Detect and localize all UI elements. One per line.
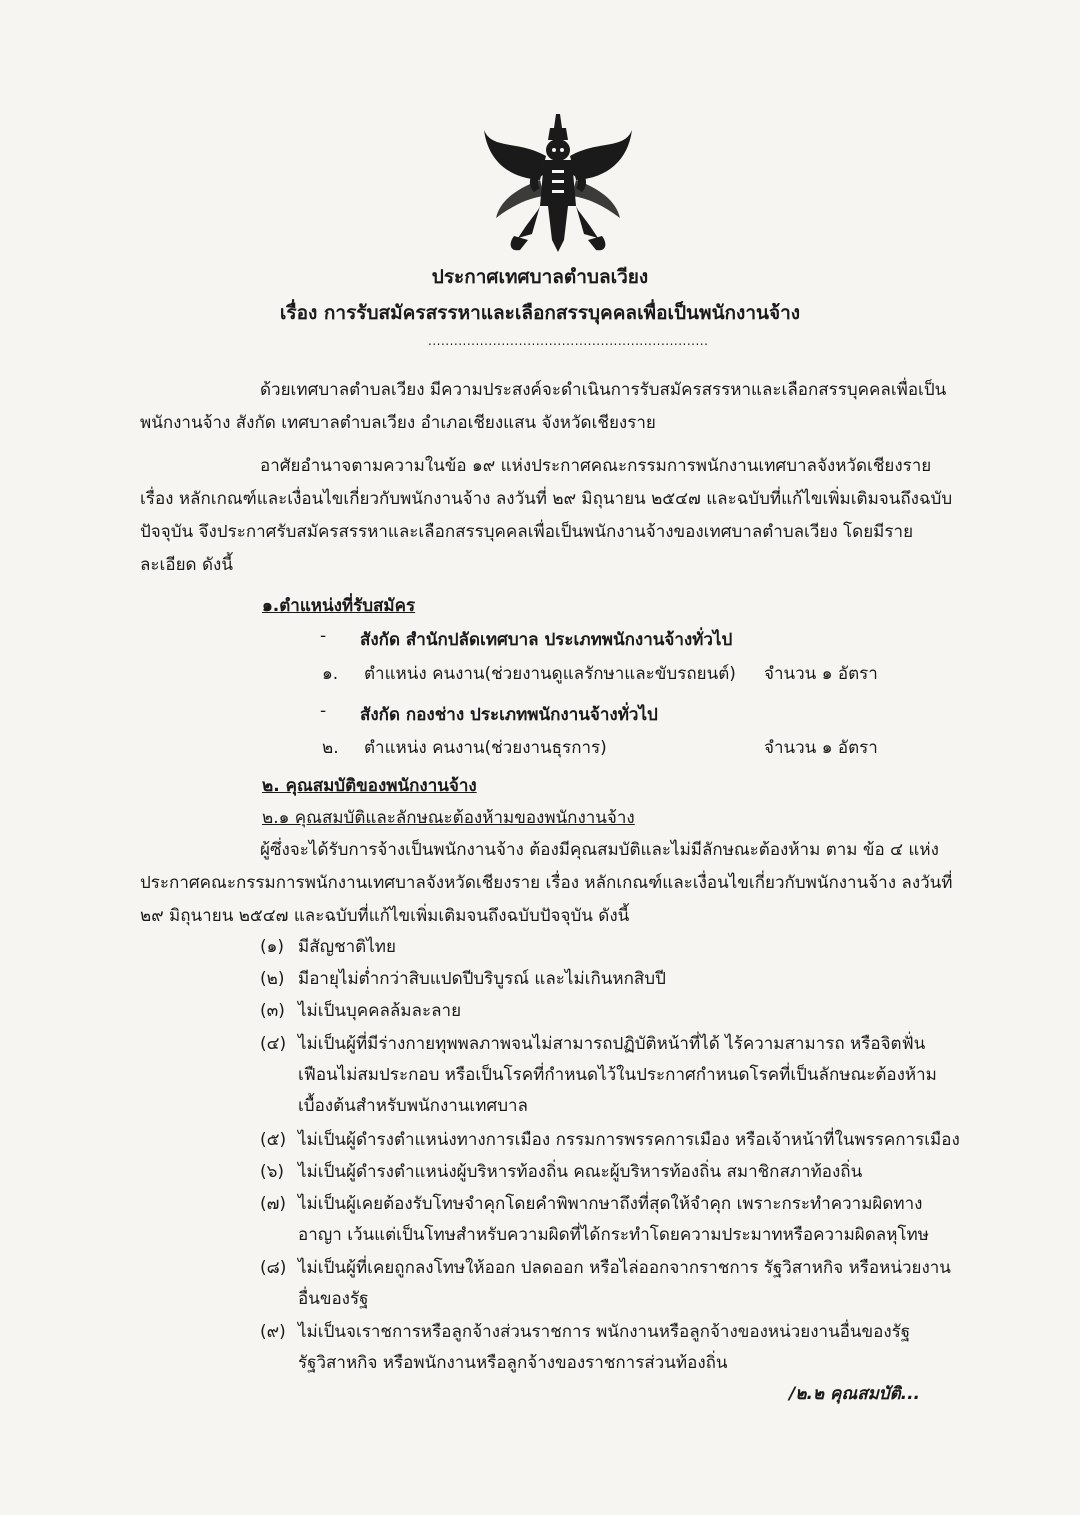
intro-paragraph-2: อาศัยอำนาจตามความในข้อ ๑๙ แห่งประกาศคณะกรรมการพนักงานเทศบาลจังหวัดเชียงราย เรื่อง หลักเกณฑ์และเงื่อนไขเกี่ยวกับพนักงานจ้าง ลงวันที่ ๒๙ มิถุนายน ๒๕๔๗ และฉบับที่แก้ไขเพิ่มเติมจนถึงฉบับปัจจุบัน จึงประกาศรับสมัครสรรหาและเลือกสรรบุคคลเพื่อเป็นพนักงานจ้างของเทศบาลตำบลเวียง โดยมีรายละเอียด ดังนี้ xyxy=(140,456,953,575)
qualification-item xyxy=(260,932,960,963)
group-2-dash: - xyxy=(320,701,327,721)
qualification-item xyxy=(260,1029,960,1122)
qualification-item xyxy=(260,1125,960,1156)
qualification-text: มีอายุไม่ต่ำกว่าสิบแปดปีบริบูรณ์ และไม่เกินหกสิบปี xyxy=(298,969,666,989)
position-1-number: ๑. xyxy=(322,664,339,684)
qualification-item xyxy=(260,1157,960,1188)
position-1-count: จำนวน ๑ อัตรา xyxy=(764,664,878,684)
qualification-text: ไม่เป็นผู้เคยต้องรับโทษจำคุกโดยคำพิพากษาถึงที่สุดให้จำคุก เพราะกระทำความผิดทางอาญา เว้นแต่เป็นโทษสำหรับความผิดที่ได้กระทำโดยความประมาทหรือความผิดลหุโทษ xyxy=(298,1194,929,1245)
qualification-item xyxy=(260,1253,960,1315)
group-1-dash: - xyxy=(320,626,327,646)
section-1-heading: ๑.ตำแหน่งที่รับสมัคร xyxy=(262,596,416,616)
qualification-item xyxy=(260,1189,960,1251)
group-1-label: สังกัด สำนักปลัดเทศบาล ประเภทพนักงานจ้างทั่วไป xyxy=(360,630,733,650)
garuda-emblem-icon xyxy=(478,110,638,260)
continuation-note: /๒.๒ คุณสมบัติ... xyxy=(789,1384,920,1404)
section-2-paragraph: ผู้ซึ่งจะได้รับการจ้างเป็นพนักงานจ้าง ต้องมีคุณสมบัติและไม่มีลักษณะต้องห้าม ตาม ข้อ ๔ แห่งประกาศคณะกรรมการพนักงานเทศบาลจังหวัดเชียงราย เรื่อง หลักเกณฑ์และเงื่อนไขเกี่ยวกับพนักงานจ้าง ลงวันที่ ๒๙ มิถุนายน ๒๕๔๗ และฉบับที่แก้ไขเพิ่มเติมจนถึงฉบับปัจจุบัน ดังนี้ xyxy=(140,840,953,926)
qualification-number: (๕) xyxy=(260,1130,287,1150)
position-2-number: ๒. xyxy=(322,738,339,758)
qualification-item xyxy=(260,964,960,995)
qualification-text: ไม่เป็นผู้ที่มีร่างกายทุพพลภาพจนไม่สามารถปฏิบัติหน้าที่ได้ ไร้ความสามารถ หรือจิตฟั่นเฟือนไม่สมประกอบ หรือเป็นโรคที่กำหนดไว้ในประกาศกำหนดโรคที่เป็นลักษณะต้องห้ามเบื้องต้นสำหรับพนักงานเทศบาล xyxy=(298,1034,937,1116)
position-2-title: ตำแหน่ง คนงาน(ช่วยงานธุรการ) xyxy=(364,738,607,758)
qualification-text: ไม่เป็นจเราชการหรือลูกจ้างส่วนราชการ พนักงานหรือลูกจ้างของหน่วยงานอื่นของรัฐ รัฐวิสาหกิจ หรือพนักงานหรือลูกจ้างของราชการส่วนท้องถิ่น xyxy=(298,1322,911,1373)
position-1-title: ตำแหน่ง คนงาน(ช่วยงานดูแลรักษาและขับรถยนต์) xyxy=(364,664,736,684)
qualification-text: ไม่เป็นผู้ที่เคยถูกลงโทษให้ออก ปลดออก หรือไล่ออกจากราชการ รัฐวิสาหกิจ หรือหน่วยงานอื่นของรัฐ xyxy=(298,1258,951,1309)
qualification-item xyxy=(260,1317,960,1379)
qualification-number: (๖) xyxy=(260,1162,285,1182)
qualification-item xyxy=(260,996,960,1027)
qualification-text: ไม่เป็นผู้ดำรงตำแหน่งผู้บริหารท้องถิ่น คณะผู้บริหารท้องถิ่น สมาชิกสภาท้องถิ่น xyxy=(298,1162,863,1182)
qualification-number: (๑) xyxy=(260,937,285,957)
intro-paragraph-1: ด้วยเทศบาลตำบลเวียง มีความประสงค์จะดำเนินการรับสมัครสรรหาและเลือกสรรบุคคลเพื่อเป็นพนักงานจ้าง สังกัด เทศบาลตำบลเวียง อำเภอเชียงแสน จังหวัดเชียงราย xyxy=(140,380,947,433)
qualification-number: (๒) xyxy=(260,969,285,989)
announcement-subject: เรื่อง การรับสมัครสรรหาและเลือกสรรบุคคลเพื่อเป็นพนักงานจ้าง xyxy=(279,302,801,324)
qualification-number: (๘) xyxy=(260,1258,287,1278)
qualification-text: ไม่เป็นผู้ดำรงตำแหน่งทางการเมือง กรรมการพรรคการเมือง หรือเจ้าหน้าที่ในพรรคการเมือง xyxy=(298,1130,960,1150)
qualification-text: มีสัญชาติไทย xyxy=(298,937,396,957)
section-2-heading: ๒. คุณสมบัติของพนักงานจ้าง xyxy=(262,776,477,796)
qualification-number: (๙) xyxy=(260,1322,286,1342)
qualification-number: (๓) xyxy=(260,1001,285,1021)
title-separator: ................................................................. xyxy=(428,334,709,348)
qualification-text: ไม่เป็นบุคคลล้มละลาย xyxy=(298,1001,462,1021)
section-2-1-heading: ๒.๑ คุณสมบัติและลักษณะต้องห้ามของพนักงานจ้าง xyxy=(262,808,635,828)
position-2-count: จำนวน ๑ อัตรา xyxy=(764,738,878,758)
announcement-title: ประกาศเทศบาลตำบลเวียง xyxy=(431,266,649,288)
qualification-number: (๗) xyxy=(260,1194,287,1214)
group-2-label: สังกัด กองช่าง ประเภทพนักงานจ้างทั่วไป xyxy=(360,705,658,725)
qualification-number: (๔) xyxy=(260,1034,287,1054)
